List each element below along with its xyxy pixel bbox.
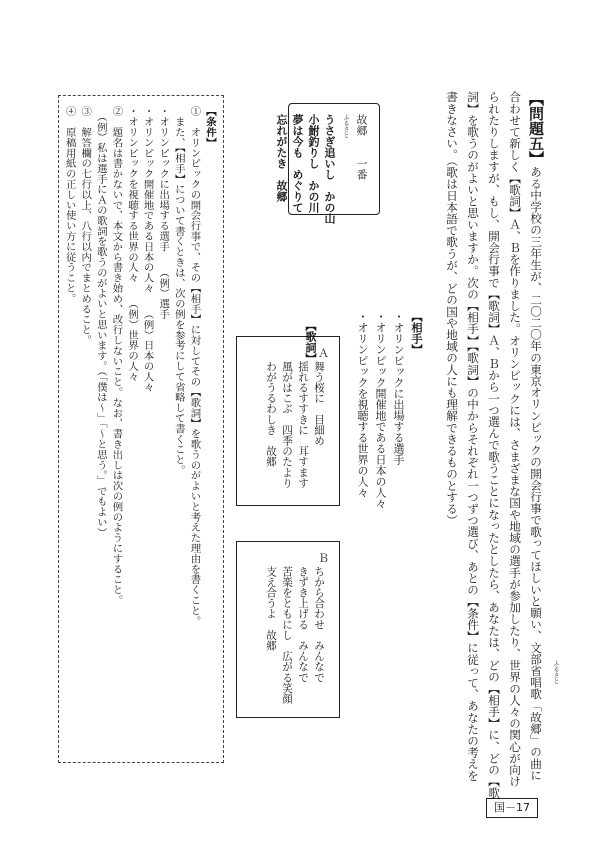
partner-item: ・オリンピック開催地である日本の人々: [374, 311, 387, 509]
lyrics-a-text: [263, 361, 327, 488]
partners-heading: 【相手】: [410, 311, 423, 355]
lyrics-line: きずき上げる みんなで: [297, 566, 309, 683]
condition-line: ③ 解答欄の七行以上、八行以内でまとめること。: [79, 106, 92, 346]
partner-item: ・オリンピックを視聴する世界の人々: [356, 311, 369, 498]
lyrics-line: 風がはこぶ 四季のたより: [281, 361, 293, 489]
lyrics-line: ちから合わせ みんなで: [313, 566, 325, 683]
condition-line: また、【相手】について書くときは、次の例を参考にして省略して書くこと。: [172, 106, 185, 476]
question-title: 【問題五】: [527, 91, 545, 166]
song-title-line: [353, 114, 369, 224]
song-box: [275, 103, 380, 224]
condition-line: ・オリンピックに出場する選手 （例）選手: [157, 106, 170, 320]
question-line: 合わせて新しく【歌詞】Ａ、Ｂを作りました。オリンピックには、さまざまな国や地域の選手が参加したり、世界の人々の関心が向け: [508, 91, 522, 787]
question-text: [441, 91, 546, 799]
condition-line: ① オリンピックの開会行事で、その【相手】に対してその【歌詞】を歌うのがよいと考えた理由を書くこと。: [188, 106, 201, 626]
lyrics-line: 支え合うよ 故郷: [265, 566, 277, 651]
lyrics-line: 苦楽をともにし 広がる笑顔: [281, 566, 293, 704]
song-title: 故郷: [355, 114, 368, 136]
condition-line: ・オリンピック開催地である日本の人々 （例）日本の人々: [141, 106, 154, 392]
song-line: 小鮒釣りし かの川: [307, 114, 320, 213]
lyrics-heading: 【歌詞】: [304, 320, 317, 364]
condition-line: ・オリンピックを視聴する世界の人々 （例）世界の人々: [126, 106, 139, 382]
song-line: うさぎ追いし かの山: [323, 114, 336, 224]
conditions-heading: 【条件】: [204, 106, 216, 148]
lyrics-b-box: [236, 541, 340, 718]
song-line: 忘れがたき 故郷: [275, 114, 288, 202]
lyrics-b-label: Ｂ: [318, 552, 329, 565]
question-line: 【問題五】ある中学校の三年生が、二〇二〇年の東京オリンピックの開会行事で歌ってほしいと願い、文部省唱歌「故郷」の曲に: [527, 91, 545, 781]
partner-item: ・オリンピックに出場する選手: [392, 311, 405, 465]
song-line: 夢は今も めぐりて: [291, 114, 304, 213]
conditions-box: [58, 95, 224, 763]
lyrics-line: 揺れるすすきに 耳すます: [297, 361, 309, 489]
lyrics-line: わがうるわしき 故郷: [265, 361, 277, 467]
lyrics-a-label: Ａ: [318, 347, 329, 360]
lyrics-a-box: [236, 336, 340, 506]
page-number: 国－17: [486, 798, 538, 818]
condition-line: （例）私は選手にＡの歌詞を歌うのがよいと思います。（「僕は～」「～と思う。」でもよい）: [94, 106, 107, 538]
song-content: [273, 114, 369, 224]
question-line: られたりしますが、もし、開会行事で【歌詞】Ａ、Ｂから一つ選んで歌うことになったとしたら、あなたは、どの【相手】に、どの【歌: [487, 91, 501, 799]
lyrics-b-text: [263, 566, 327, 704]
lyrics-line: 舞う桜に 目細め: [313, 361, 325, 446]
partners-list: [353, 311, 425, 509]
song-ruby: ふるさと: [342, 114, 349, 138]
question-line: 書きなさい。（歌は日本語で歌うが、どの国や地域の人にも理解できるものとする）: [445, 91, 459, 526]
conditions-text: [61, 106, 217, 626]
question-ruby: ふるさと: [552, 660, 559, 684]
condition-line: ② 題名は書かないで、本文から書き始め、改行しないこと。なお、書き出しは次の例のようにすること。: [110, 106, 123, 606]
condition-line: ④ 原稿用紙の正しい使い方に従うこと。: [63, 106, 76, 304]
song-verse: 一番: [355, 158, 368, 180]
question-line: 詞】を歌うのがよいと思いますか。次の【相手】【歌詞】の中からそれぞれ一つずつ選び、あとの【条件】に従って、あなたの考えを: [466, 91, 480, 782]
